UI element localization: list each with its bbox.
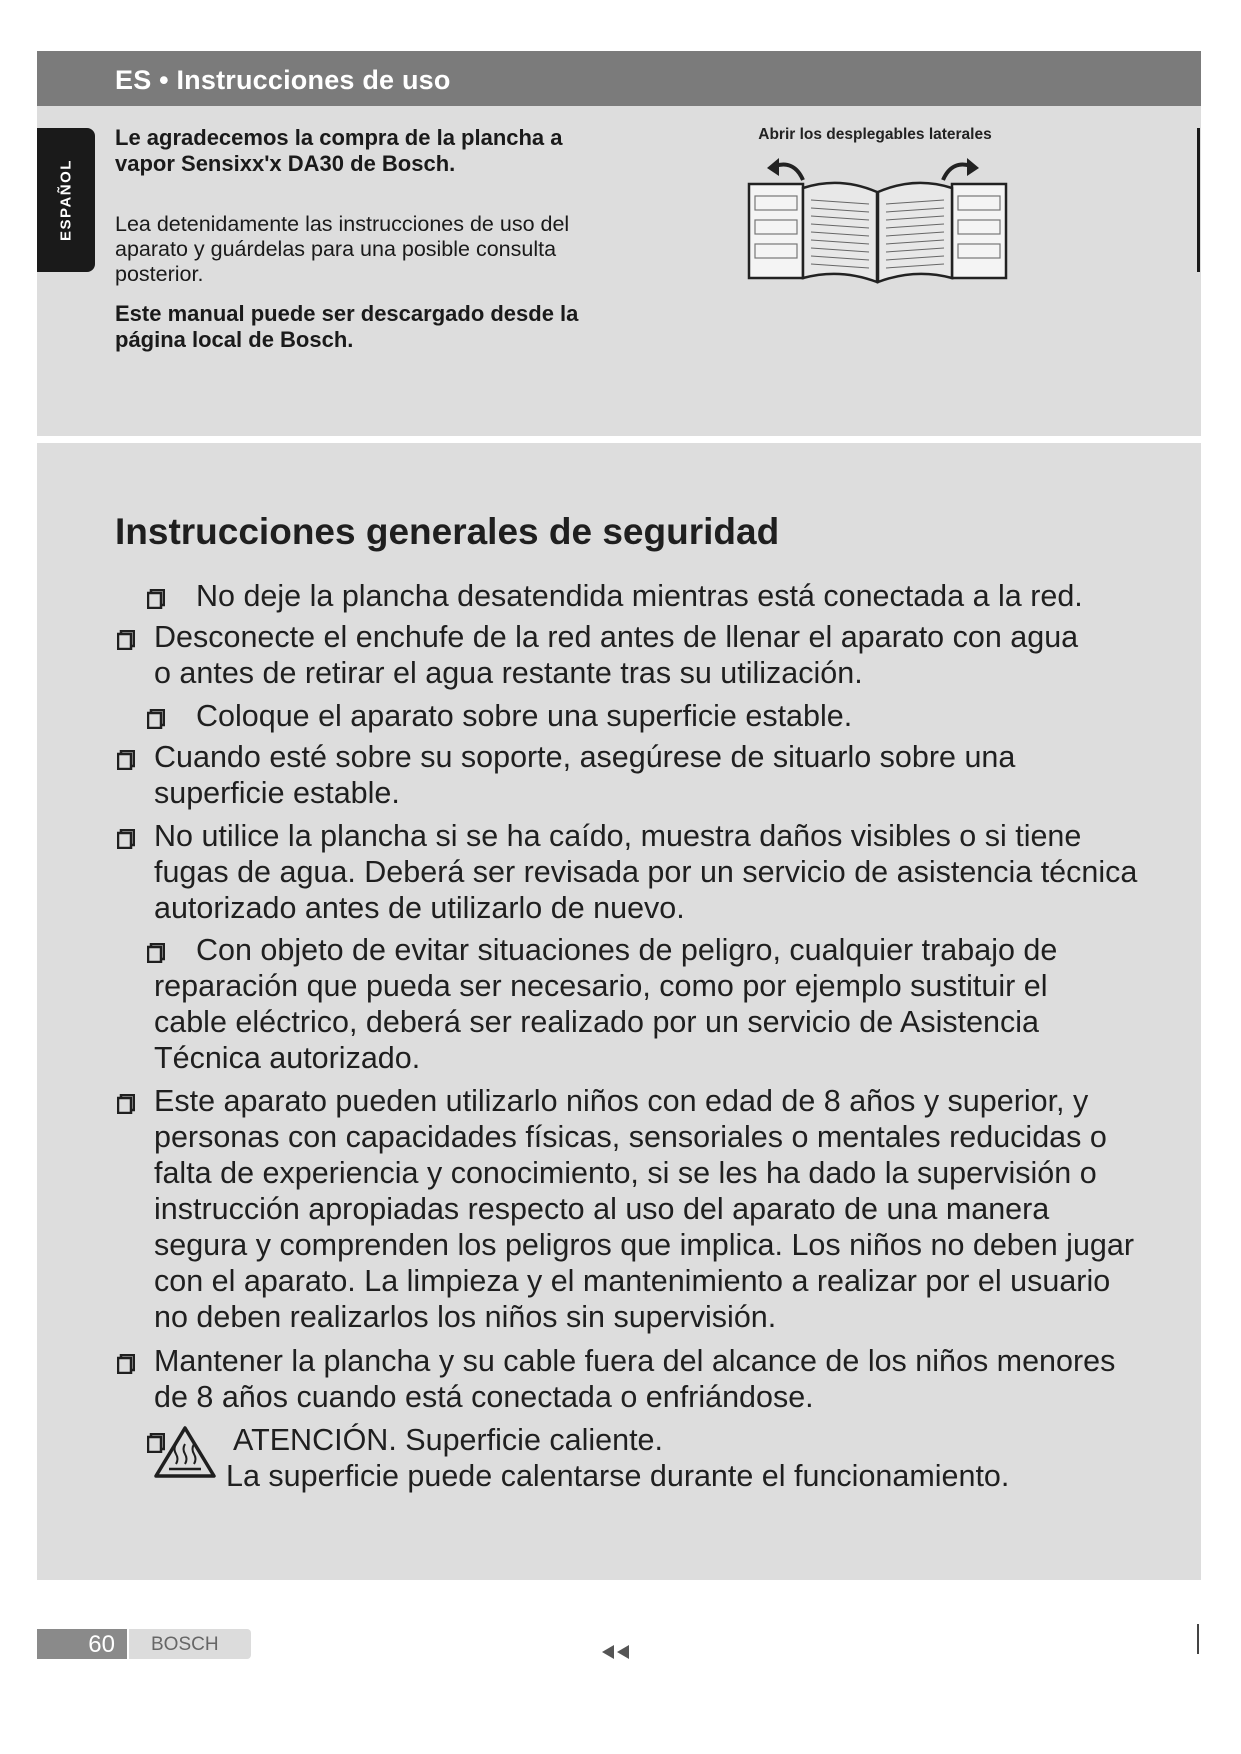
left-fold-arrow-icon: [767, 158, 779, 176]
safety-rule: Mantener la plancha y su cable fuera del alcance de los niños menores de 8 años cuando está conectada o enfriándose.: [154, 1344, 1116, 1414]
safety-rule: No deje la plancha desatendida mientras está conectada a la red.: [196, 579, 1083, 613]
intro-download-note: Este manual puede ser descargado desde la página local de Bosch.: [115, 301, 579, 352]
checkbox-bullet-icon: [117, 630, 135, 650]
intro-read-instructions: Lea detenidamente las instrucciones de uso del aparato y guárdelas para una posible consulta posterior.: [115, 212, 570, 286]
page-number: 60: [37, 1629, 127, 1659]
checkbox-bullet-icon: [147, 589, 165, 609]
safety-rule: Este aparato pueden utilizarlo niños con edad de 8 años y superior, y personas con capacidades físicas, sensoriales o mentales reducidas o falta de experiencia y conocimiento, si se les ha dado la supervisión o instrucción apropiadas respecto al uso del aparato de una manera segura y comprenden los peligros que implica. Los niños no deben jugar con el aparato. La limpieza y el mantenimiento a realizar por el usuario no deben realizarlos los niños sin supervisión.: [154, 1084, 1134, 1334]
warning-title: ATENCIÓN. Superficie caliente.: [233, 1423, 663, 1457]
fold-out-pages-illustration: [745, 148, 1010, 288]
safety-rule: Desconecte el enchufe de la red antes de llenar el aparato con agua o antes de retirar el agua restante tras su utilización.: [154, 620, 1079, 690]
warning-text: La superficie puede calentarse durante el funcionamiento.: [226, 1459, 1010, 1493]
fold-out-caption: Abrir los desplegables laterales: [758, 126, 992, 143]
page-edge-marker: [1197, 1624, 1199, 1654]
brand-label: BOSCH: [129, 1629, 251, 1659]
footer: [37, 1580, 1201, 1754]
checkbox-bullet-icon: [117, 1354, 135, 1374]
section-title: Instrucciones generales de seguridad: [115, 511, 780, 552]
section-divider: [37, 436, 1201, 443]
hot-surface-warning-icon: [152, 1424, 218, 1480]
safety-rule: Con objeto de evitar situaciones de peligro, cualquier trabajo de reparación que pueda ser necesario, como por ejemplo sustituir el cable eléctrico, deberá ser realizado por un servicio de Asistencia Técnica autorizado.: [154, 933, 1058, 1075]
safety-rule: No utilice la plancha si se ha caído, muestra daños visibles o si tiene fugas de agua. Deberá ser revisada por un servicio de asistencia técnica autorizado antes de utilizarlo de nuevo.: [154, 819, 1138, 925]
safety-rule: Coloque el aparato sobre una superficie estable.: [196, 699, 853, 733]
checkbox-bullet-icon: [117, 829, 135, 849]
language-side-tab-label: ESPAÑOL: [57, 159, 75, 241]
checkbox-bullet-icon: [117, 1094, 135, 1114]
back-arrows-icon[interactable]: [600, 1643, 634, 1661]
intro-thanks: Le agradecemos la compra de la plancha a vapor Sensixx'x DA30 de Bosch.: [115, 125, 563, 176]
right-fold-arrow-icon: [967, 158, 979, 176]
page-header-title: ES • Instrucciones de uso: [115, 65, 451, 95]
page-edge-marker: [1197, 128, 1200, 272]
checkbox-bullet-icon: [117, 750, 135, 770]
safety-rule: Cuando esté sobre su soporte, asegúrese de situarlo sobre una superficie estable.: [154, 740, 1016, 810]
checkbox-bullet-icon: [147, 709, 165, 729]
